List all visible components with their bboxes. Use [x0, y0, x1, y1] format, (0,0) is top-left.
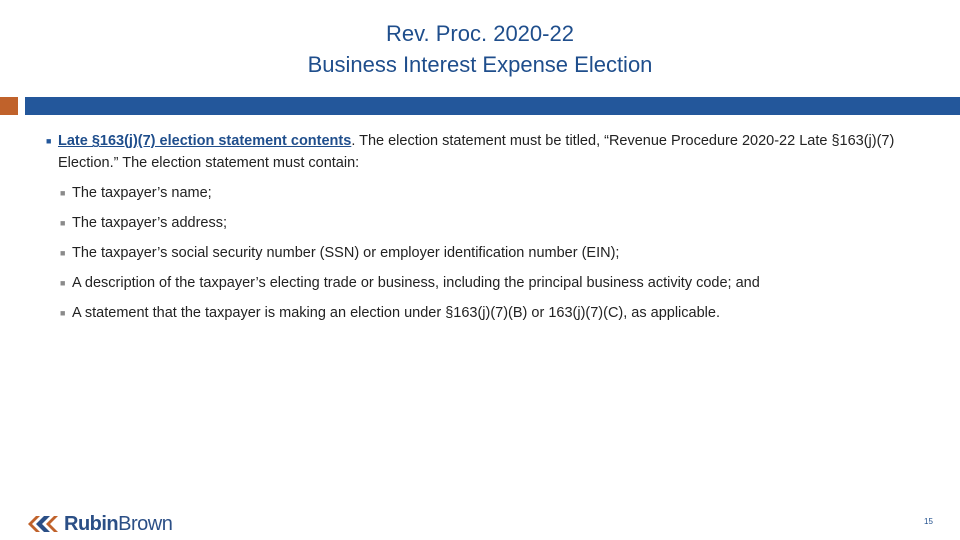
main-bullet-text: . The election statement must be titled, “Revenue Procedure 2020-22 Late §163(j)(7) Election.” The election statement must contain: [58, 133, 895, 171]
logo-word-brown: Brown [118, 512, 173, 535]
list-item-text: The taxpayer’s name; [72, 185, 212, 201]
list-item-text: A description of the taxpayer’s electing trade or business, including the principal business activity code; and [72, 275, 760, 291]
accent-bar-orange [0, 97, 18, 115]
square-bullet-icon: ■ [60, 248, 66, 258]
square-bullet-icon: ■ [46, 136, 52, 146]
square-bullet-icon: ■ [60, 218, 66, 228]
square-bullet-icon: ■ [60, 188, 66, 198]
slide-title [0, 18, 960, 80]
rubinbrown-logo [28, 512, 172, 536]
list-item-text: A statement that the taxpayer is making an election under §163(j)(7)(B) or 163(j)(7)(C), as applicable. [72, 305, 720, 321]
list-item-text: The taxpayer’s social security number (SSN) or employer identification number (EIN); [72, 245, 620, 261]
main-bullet-lead: Late §163(j)(7) election statement contents [58, 133, 352, 149]
list-item [60, 272, 906, 294]
list-item-text: The taxpayer’s address; [72, 215, 228, 231]
list-item [60, 182, 906, 204]
square-bullet-icon: ■ [60, 278, 66, 288]
accent-bar-blue [25, 97, 960, 115]
logo-word-rubin: Rubin [64, 512, 119, 535]
list-item [60, 302, 906, 324]
title-line-1: Rev. Proc. 2020-22 [386, 21, 574, 46]
slide-body [46, 130, 906, 324]
title-line-2: Business Interest Expense Election [307, 52, 653, 77]
logo-wordmark [64, 513, 172, 536]
logo-mark-icon [28, 514, 64, 534]
list-item [60, 242, 906, 264]
list-item [60, 212, 906, 234]
page-number: 15 [924, 517, 933, 526]
main-bullet [46, 130, 906, 174]
sub-bullet-list [46, 182, 906, 324]
square-bullet-icon: ■ [60, 308, 66, 318]
